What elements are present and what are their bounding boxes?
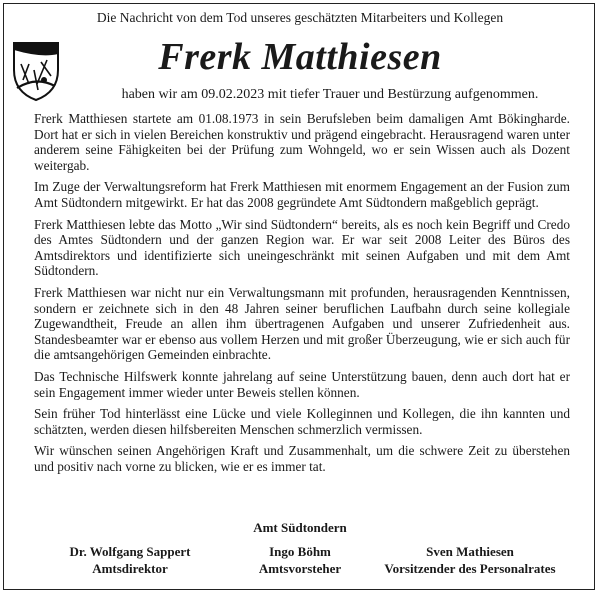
signatory-title: Amtsvorsteher xyxy=(258,561,342,576)
signatory-amtsdirektor xyxy=(40,543,220,577)
announcement-subtitle: haben wir am 09.02.2023 mit tiefer Trauer und Bestürzung aufgenommen. xyxy=(121,87,539,102)
paragraph: Frerk Matthiesen startete am 01.08.1973 in sein Berufsleben beim damaligen Amt Bökingharde. Dort hat er sich in vielen Bereichen konstruktiv und prägend eingebracht. Herausragend waren unter anderem seine Fähigkeiten bei der Prüfung zum Wohngeld, wo er sein Wissen auch als Dozent weitergab. xyxy=(34,111,570,173)
deceased-name: Frerk Matthiesen xyxy=(158,36,442,78)
paragraph: Das Technische Hilfswerk konnte jahrelang auf seine Unterstützung bauen, denn auch dort hat er sein Engagement immer wieder unter Beweis stellen können. xyxy=(34,368,570,400)
signatory-title: Vorsitzender des Personalrates xyxy=(384,561,556,576)
municipal-coat-of-arms-icon xyxy=(11,40,61,102)
signatory-name: Dr. Wolfgang Sappert xyxy=(69,544,191,559)
paragraph: Wir wünschen seinen Angehörigen Kraft und Zusammenhalt, um die schwere Zeit zu überstehen und positiv nach vorne zu blicken, wie er es immer tat. xyxy=(34,443,570,474)
signatory-title: Amtsdirektor xyxy=(92,561,168,576)
signatory-amtsvorsteher xyxy=(210,543,390,577)
obituary-body xyxy=(34,111,570,480)
paragraph: Sein früher Tod hinterlässt eine Lücke und viele Kolleginnen und Kollegen, die ihn kannten und schätzten, werden diesen hilfsbereiten Menschen schmerzlich vermissen. xyxy=(34,406,570,437)
intro-line: Die Nachricht von dem Tod unseres geschätzten Mitarbeiters und Kollegen xyxy=(96,10,504,25)
paragraph: Frerk Matthiesen lebte das Motto „Wir sind Südtondern“ bereits, als es noch kein Begriff und Credo des Amtes Südtondern und der ganzen Region war. Er war seit 2008 Leiter des Büros des Amtsdirektors und identifizierte sich uneingeschränkt mit seinen Aufgaben und mit dem Amt Südtondern. xyxy=(34,216,570,279)
signatory-name: Sven Mathiesen xyxy=(426,544,514,559)
organization-name: Amt Südtondern xyxy=(253,520,347,535)
signatory-personalrat xyxy=(365,543,575,577)
paragraph: Im Zuge der Verwaltungsreform hat Frerk Matthiesen mit enormem Engagement an der Fusion zum Amt Südtondern mitgewirkt. Er hat das 2008 gegründete Amt Südtondern maßgeblich geprägt. xyxy=(34,179,570,210)
signatory-name: Ingo Böhm xyxy=(269,544,331,559)
paragraph: Frerk Matthiesen war nicht nur ein Verwaltungsmann mit profunden, herausragenden Kenntnissen, sondern er zeichnete sich in den 48 Jahren seiner beruflichen Laufbahn durch seine kollegiale Zugewandtheit, Freude an allen ihm übertragenen Aufgaben und unserer Zufriedenheit aus. Standesbeamter war er ebenso aus vollem Herzen und mit großer Überzeugung, wie er sich auch für die amtsangehörigen Gemeinden einbrachte. xyxy=(34,284,570,363)
